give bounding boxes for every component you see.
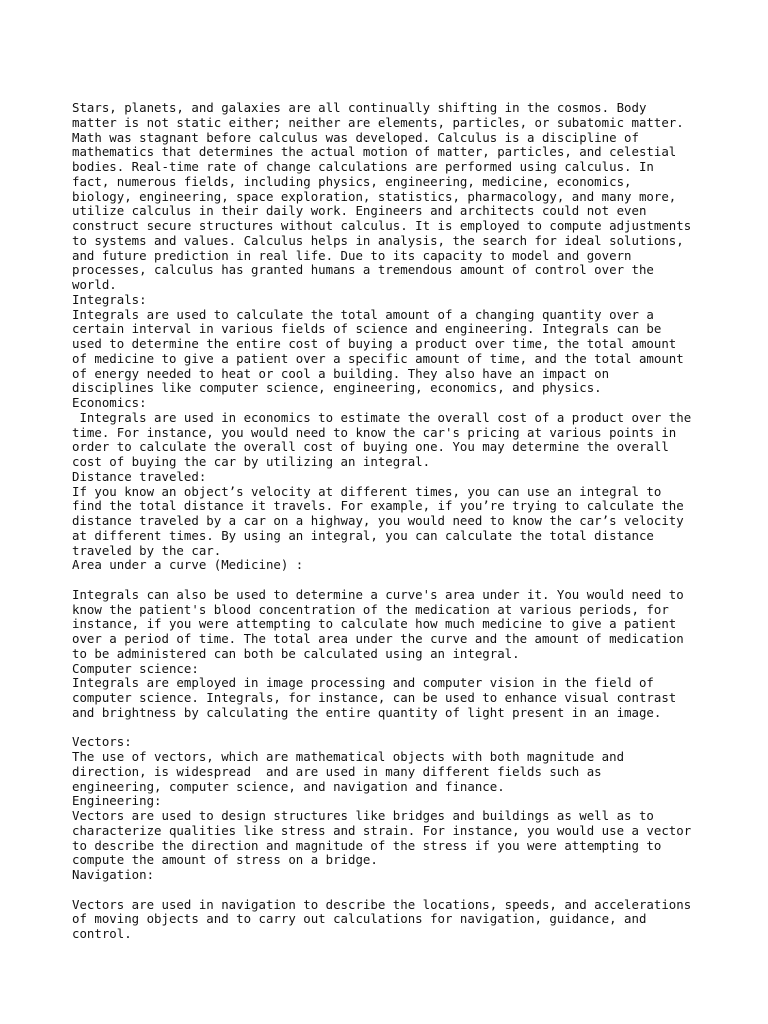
text-line: bodies. Real-time rate of change calculations are performed using calculus. In bbox=[72, 159, 654, 174]
text-line: Vectors: bbox=[72, 734, 132, 750]
text-line: know the patient's blood concentration of the medication at various periods, for bbox=[72, 601, 669, 617]
text-line: compute the amount of stress on a bridge. bbox=[72, 852, 378, 868]
text-line: over a period of time. The total area under the curve and the amount of medication bbox=[72, 631, 684, 646]
blank-line bbox=[72, 721, 752, 736]
text-line: of energy needed to heat or cool a building. They also have an impact on bbox=[72, 365, 610, 381]
text-line: construct secure structures without calculus. It is employed to compute adjustments bbox=[72, 218, 692, 233]
text-line: time. For instance, you would need to know the car's pricing at various points in bbox=[72, 424, 677, 440]
text-line: order to calculate the overall cost of buying one. You may determine the overall bbox=[72, 439, 669, 455]
text-line: used to determine the entire cost of buying a product over time, the total amount bbox=[72, 336, 677, 351]
text-line: Economics: bbox=[72, 395, 147, 410]
text-line: matter is not static either; neither are elements, particles, or subatomic matter. bbox=[72, 114, 684, 130]
text-line: The use of vectors, which are mathematical objects with both magnitude and bbox=[72, 749, 625, 764]
text-line: distance traveled by a car on a highway, you would need to know the car’s velocity bbox=[72, 513, 684, 528]
text-line: Vectors are used in navigation to describe the locations, speeds, and accelerations bbox=[72, 896, 692, 912]
text-line: If you know an object’s velocity at different times, you can use an integral to bbox=[72, 483, 662, 499]
text-line: traveled by the car. bbox=[72, 542, 222, 558]
text-line: mathematics that determines the actual motion of matter, particles, and celestial bbox=[72, 144, 677, 160]
text-line: Engineering: bbox=[72, 793, 162, 809]
text-line: biology, engineering, space exploration, statistics, pharmacology, and many more, bbox=[72, 188, 677, 204]
text-line: Area under a curve (Medicine) : bbox=[72, 557, 304, 573]
document-body bbox=[72, 101, 752, 942]
text-line: at different times. By using an integral, you can calculate the total distance bbox=[72, 527, 654, 543]
text-line: disciplines like computer science, engineering, economics, and physics. bbox=[72, 380, 602, 396]
text-line: find the total distance it travels. For example, if you’re trying to calculate the bbox=[72, 498, 684, 514]
text-line: Stars, planets, and galaxies are all continually shifting in the cosmos. Body bbox=[72, 100, 647, 115]
text-line: Math was stagnant before calculus was developed. Calculus is a discipline of bbox=[72, 129, 639, 145]
text-line: to systems and values. Calculus helps in analysis, the search for ideal solutions, bbox=[72, 232, 684, 248]
text-line: instance, if you were attempting to calculate how much medicine to give a patient bbox=[72, 616, 677, 632]
text-line: characterize qualities like stress and strain. For instance, you would use a vector bbox=[72, 822, 692, 838]
text-line: Navigation: bbox=[72, 867, 155, 882]
text-line: world. bbox=[72, 277, 117, 292]
text-line: control. bbox=[72, 926, 132, 941]
text-line: Vectors are used to design structures like bridges and buildings as well as to bbox=[72, 808, 654, 823]
text-line: processes, calculus has granted humans a tremendous amount of control over the bbox=[72, 262, 654, 278]
text-line: to describe the direction and magnitude of the stress if you were attempting to bbox=[72, 837, 662, 853]
text-line: certain interval in various fields of science and engineering. Integrals can be bbox=[72, 321, 662, 337]
text-line: Integrals can also be used to determine a curve's area under it. You would need to bbox=[72, 586, 684, 602]
text-line: and brightness by calculating the entire quantity of light present in an image. bbox=[72, 704, 662, 720]
text-line: Distance traveled: bbox=[72, 468, 207, 484]
text-line: Integrals are used in economics to estimate the overall cost of a product over the bbox=[72, 409, 692, 425]
text-line: direction, is widespread and are used in many different fields such as bbox=[72, 763, 602, 779]
text-line: Integrals: bbox=[72, 291, 147, 307]
blank-line bbox=[72, 883, 752, 898]
text-line: of moving objects and to carry out calculations for navigation, guidance, and bbox=[72, 911, 647, 927]
text-line: Integrals are used to calculate the total amount of a changing quantity over a bbox=[72, 306, 654, 322]
text-line: Computer science: bbox=[72, 660, 199, 676]
blank-line bbox=[72, 573, 752, 588]
text-line: Integrals are employed in image processing and computer vision in the field of bbox=[72, 675, 654, 691]
text-line: utilize calculus in their daily work. Engineers and architects could not even bbox=[72, 203, 647, 219]
text-line: cost of buying the car by utilizing an integral. bbox=[72, 454, 431, 469]
text-line: and future prediction in real life. Due to its capacity to model and govern bbox=[72, 247, 632, 263]
text-line: engineering, computer science, and navigation and finance. bbox=[72, 778, 505, 794]
text-line: fact, numerous fields, including physics, engineering, medicine, economics, bbox=[72, 173, 632, 189]
text-line: to be administered can both be calculated using an integral. bbox=[72, 645, 520, 661]
text-line: computer science. Integrals, for instance, can be used to enhance visual contrast bbox=[72, 690, 677, 705]
text-line: of medicine to give a patient over a specific amount of time, and the total amount bbox=[72, 350, 684, 366]
